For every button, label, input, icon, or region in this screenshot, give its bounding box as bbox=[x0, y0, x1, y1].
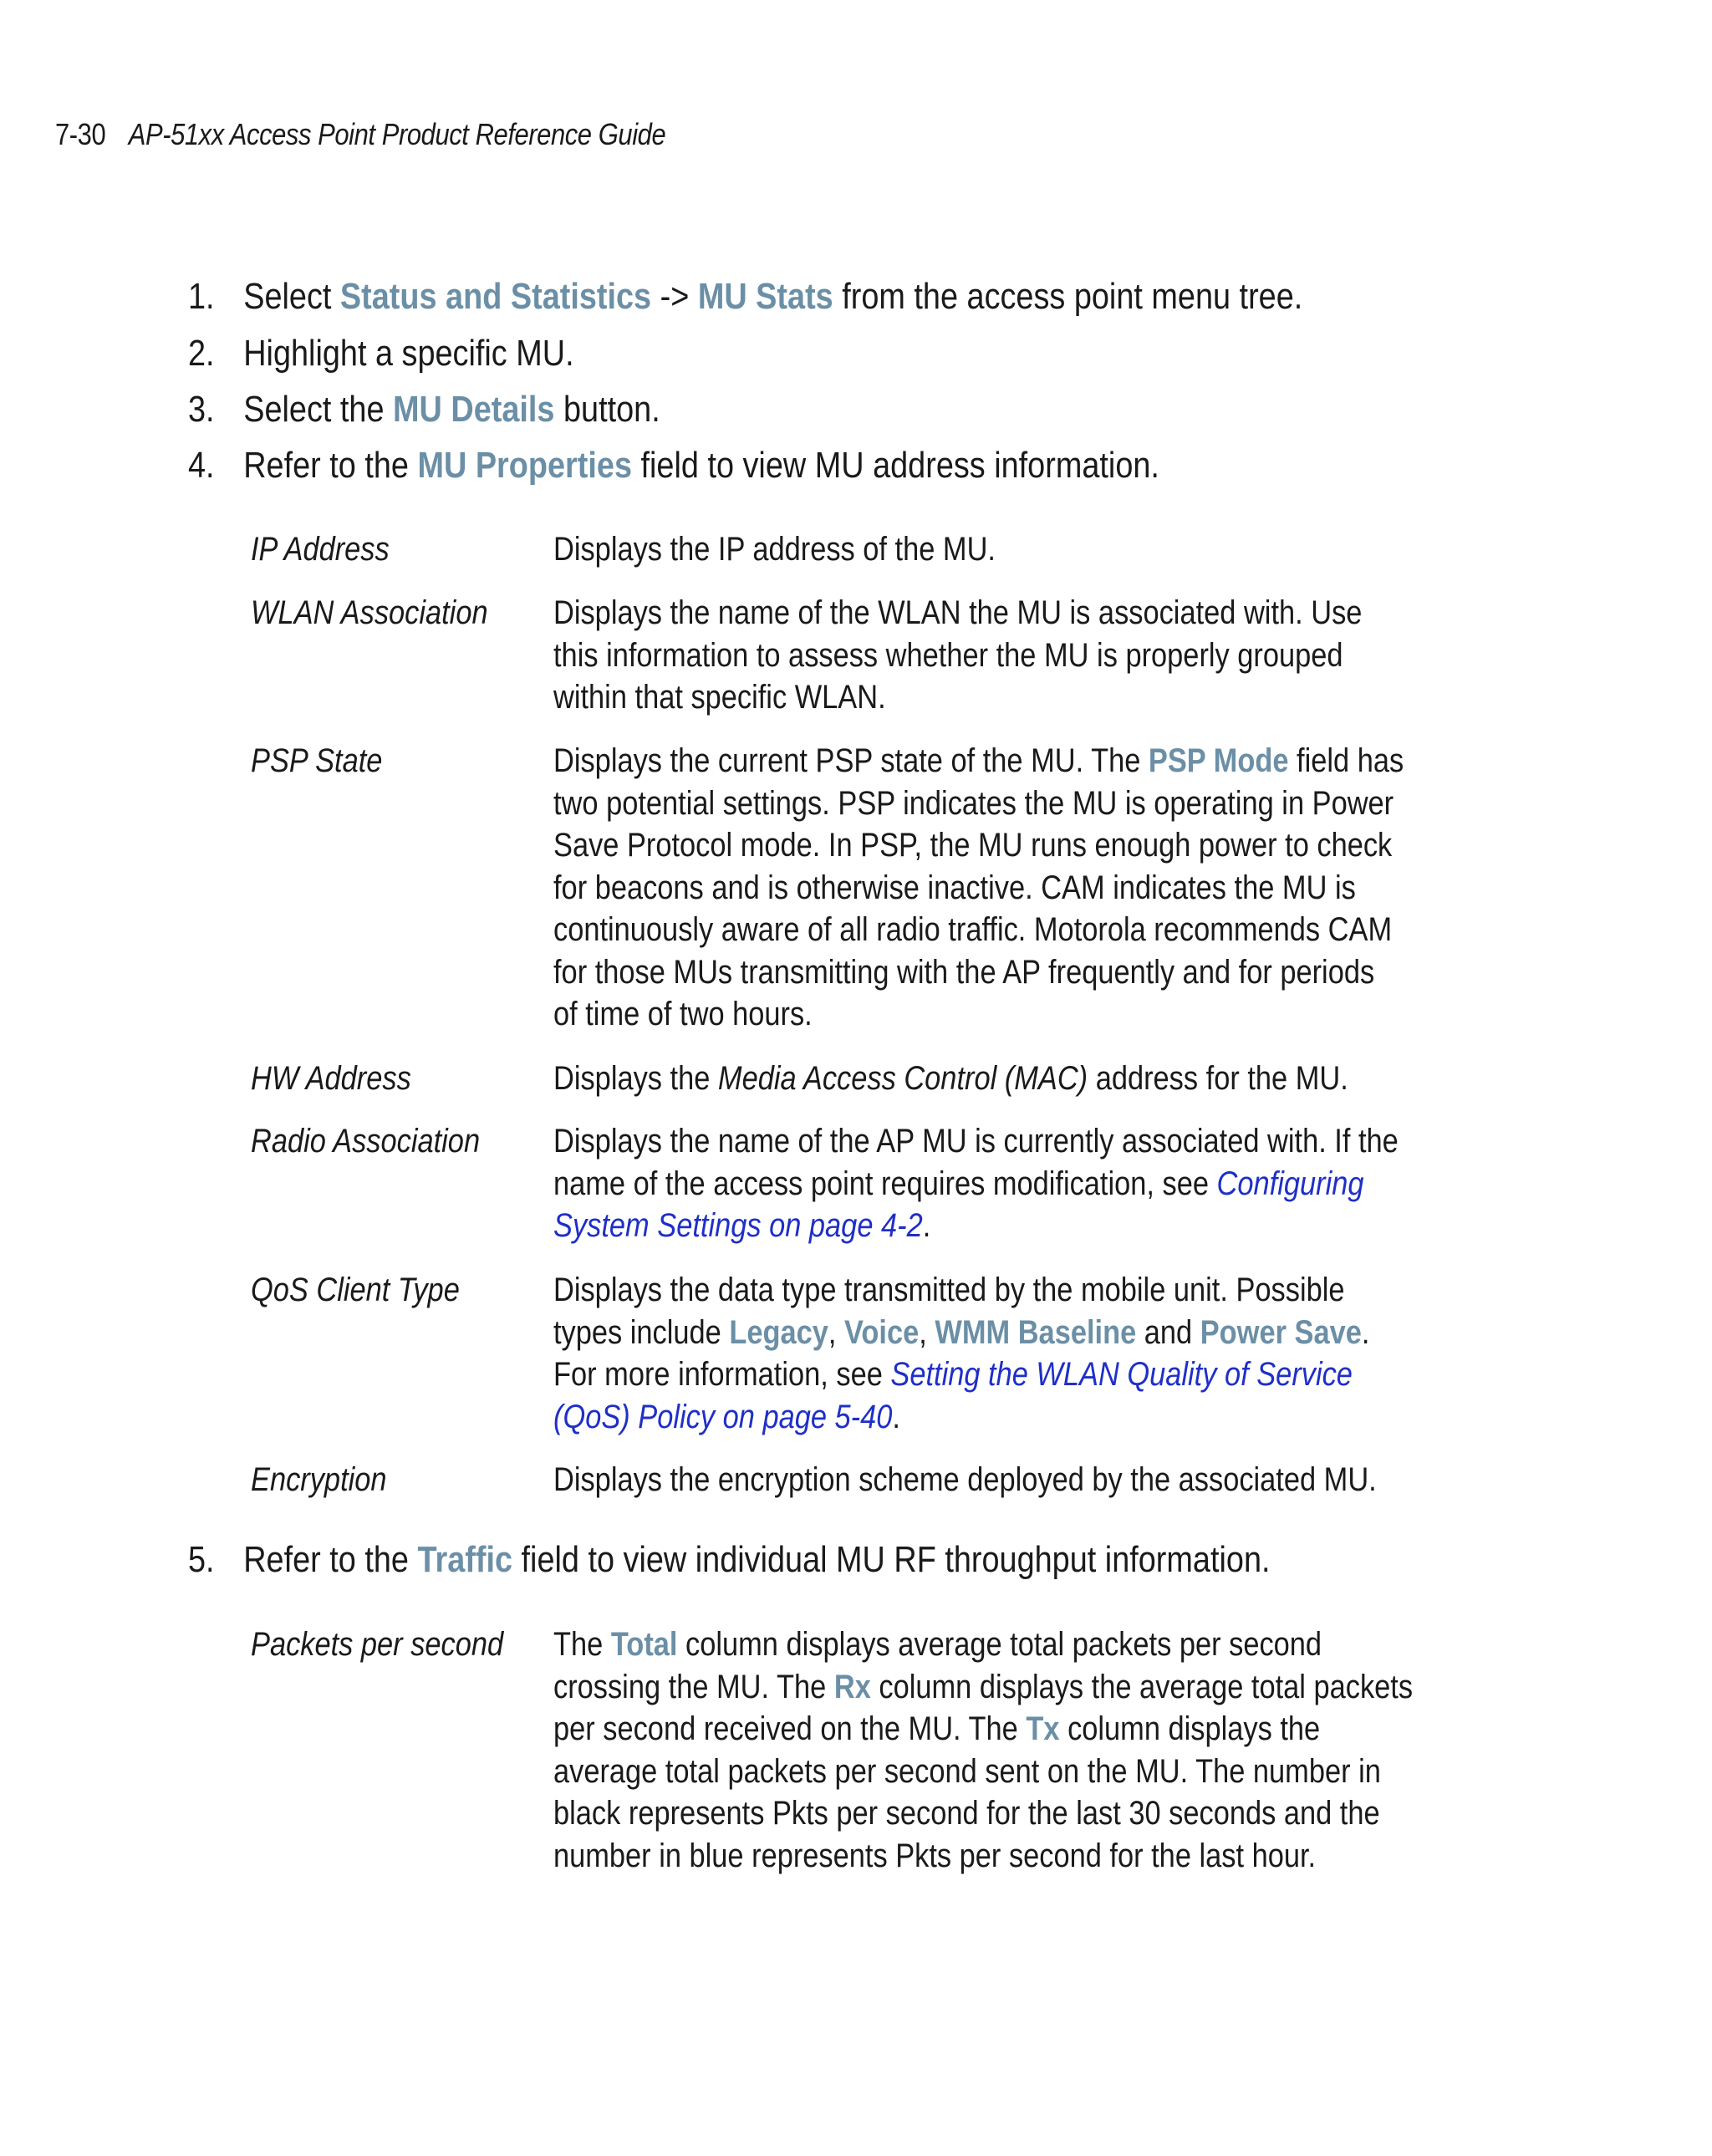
description: Displays the current PSP state of the MU. The PSP Mode field has two potential settings. PSP indicates the MU is operating in Power Save Protocol mode. In PSP, the MU runs enough power to check for beacons and is otherwise inactive. CAM indicates the MU is continuously aware of all radio traffic. Motorola recommends CAM for those MUs transmitting with the AP frequently and for periods of time of two hours. bbox=[553, 742, 1404, 1032]
step-4: 4. Refer to the MU Properties field to view MU address information. bbox=[188, 445, 1159, 486]
description: Displays the encryption scheme deployed by the associated MU. bbox=[553, 1461, 1377, 1498]
term: PSP State bbox=[251, 742, 383, 779]
cross-reference-link[interactable]: Setting the WLAN Quality of Service bbox=[890, 1356, 1353, 1393]
term: IP Address bbox=[251, 531, 390, 568]
term: Encryption bbox=[251, 1461, 387, 1498]
term: Packets per second bbox=[251, 1626, 504, 1663]
description: Displays the name of the AP MU is currently associated with. If the name of the access point requires modification, see Configuring System Settings on page 4-2. bbox=[553, 1123, 1399, 1244]
description: The Total column displays average total packets per second crossing the MU. The Rx column displays the average total packets per second received on the MU. The Tx column displays the average total packets per second sent on the MU. The number in black represents Pkts per second for the last 30 seconds and the number in blue represents Pkts per second for the last hour. bbox=[553, 1626, 1414, 1874]
step-2: 2. Highlight a specific MU. bbox=[188, 333, 574, 374]
description: Displays the name of the WLAN the MU is associated with. Use this information to assess whether the MU is properly grouped within that specific WLAN. bbox=[553, 594, 1363, 716]
description: Displays the Media Access Control (MAC) address for the MU. bbox=[553, 1060, 1348, 1097]
cross-reference-link[interactable]: (QoS) Policy on page 5-40 bbox=[553, 1398, 893, 1435]
guide-title: AP-51xx Access Point Product Reference Guide bbox=[128, 117, 666, 151]
menu-keyword: Status and Statistics bbox=[339, 276, 652, 317]
term: Radio Association bbox=[251, 1123, 481, 1160]
description: Displays the data type transmitted by the mobile unit. Possible types include Legacy, Voice, WMM Baseline and Power Save. For more information, see Setting the WLAN Quality of Service (QoS) Policy on page 5-40. bbox=[553, 1272, 1370, 1435]
button-keyword: MU Details bbox=[393, 389, 555, 430]
term: HW Address bbox=[251, 1060, 411, 1097]
term: QoS Client Type bbox=[251, 1272, 460, 1308]
page-header bbox=[55, 117, 665, 152]
field-keyword: Traffic bbox=[417, 1539, 513, 1580]
step-5: 5. Refer to the Traffic field to view individual MU RF throughput information. bbox=[188, 1539, 1271, 1580]
cross-reference-link[interactable]: System Settings on page 4-2 bbox=[553, 1207, 923, 1244]
menu-keyword: MU Stats bbox=[697, 276, 833, 317]
step-1: 1. Select Status and Statistics -> MU Stats from the access point menu tree. bbox=[188, 276, 1303, 317]
step-3: 3. Select the MU Details button. bbox=[188, 389, 660, 430]
field-keyword: PSP Mode bbox=[1148, 742, 1289, 779]
description: Displays the IP address of the MU. bbox=[553, 531, 996, 568]
page-number: 7-30 bbox=[55, 117, 106, 151]
term: WLAN Association bbox=[251, 594, 488, 631]
cross-reference-link[interactable]: Configuring bbox=[1216, 1165, 1364, 1202]
field-keyword: MU Properties bbox=[417, 445, 632, 486]
